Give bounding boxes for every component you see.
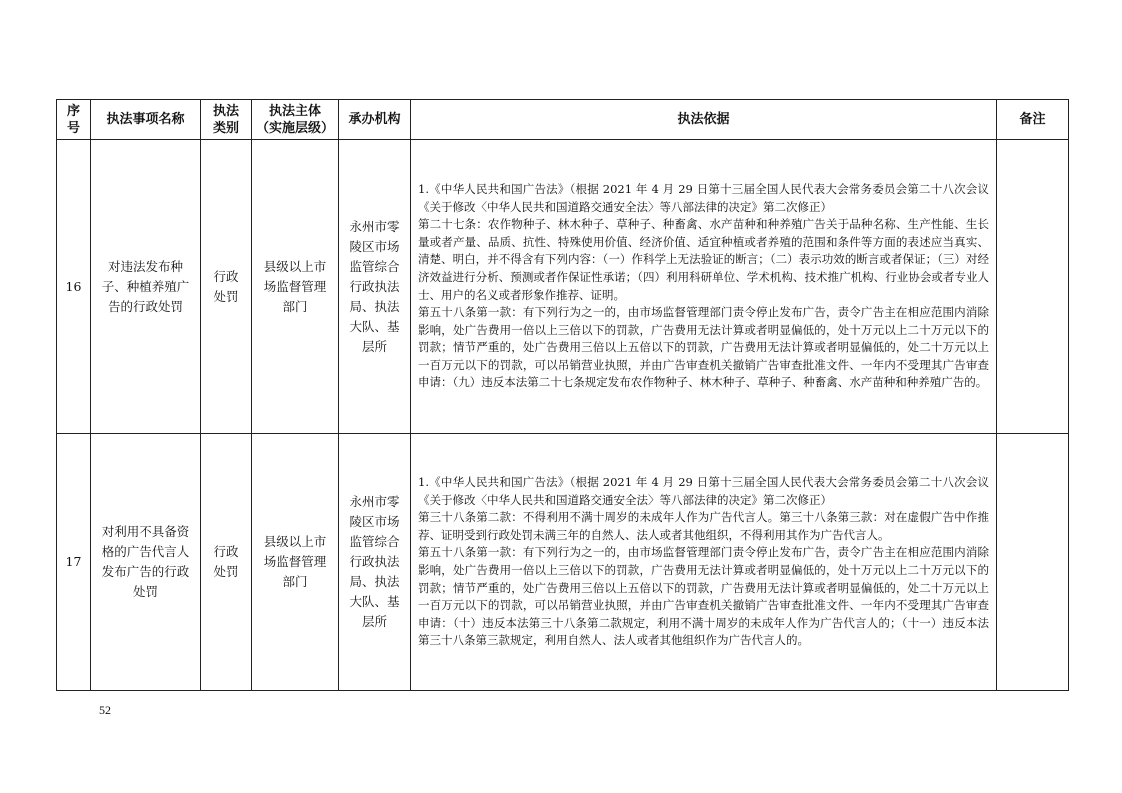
- row-basis: [411, 140, 997, 434]
- row-subject: [252, 140, 339, 434]
- row-category: 行政 处罚: [201, 140, 252, 434]
- header-basis: 执法依据: [411, 100, 997, 140]
- basis-paragraph: 1.《中华人民共和国广告法》（根据 2021 年 4 月 29 日第十三届全国人民代表大会常务委员会第二十八次会议《关于修改〈中华人民共和国道路交通安全法〉等八部法律的决定》第二次修正）: [418, 475, 989, 507]
- row-category: 行政 处罚: [201, 434, 252, 691]
- row-basis: [411, 434, 997, 691]
- row-remarks: [997, 140, 1069, 434]
- basis-paragraph: 第二十七条：农作物种子、林木种子、草种子、种畜禽、水产苗种和种养殖广告关于品种名称、生产性能、生长量或者产量、品质、抗性、特殊使用价值、经济价值、适宜种植或者养殖的范围和条件等方面的表述应当真实、清楚、明白，并不得含有下列内容：（一）作科学上无法验证的断言；（二）表示功效的断言或者保证；（三）对经济效益进行分析、预测或者作保证性承诺；（四）利用科研单位、学术机构、技术推广机构、行业协会或者专业人士、用户的名义或者形象作推荐、证明。: [418, 217, 989, 302]
- table-row: [57, 140, 1069, 434]
- row-item-name: [91, 434, 201, 691]
- basis-paragraph: 第五十八条第一款：有下列行为之一的，由市场监督管理部门责令停止发布广告，责令广告主在相应范围内消除影响，处广告费用一倍以上三倍以下的罚款，广告费用无法计算或者明显偏低的，处十万元以上二十万元以下的罚款；情节严重的，处广告费用三倍以上五倍以下的罚款，广告费用无法计算或者明显偏低的，处二十万元以上一百万元以下的罚款，可以吊销营业执照，并由广告审查机关撤销广告审查批准文件、一年内不受理其广告审查申请：（十）违反本法第三十八条第二款规定，利用不满十周岁的未成年人作为广告代言人的；（十一）违反本法第三十八条第三款规定，利用自然人、法人或者其他组织作为广告代言人的。: [418, 545, 989, 648]
- header-subject: 执法主体 （实施层级）: [252, 100, 339, 140]
- row-subject: [252, 434, 339, 691]
- row-item-name-text: 对利用不具备资格的广告代言人发布广告的行政处罚: [101, 524, 190, 599]
- header-seq: 序 号: [57, 100, 91, 140]
- row-agency: [339, 140, 411, 434]
- row-subject-text: 县级以上市场监督管理部门: [263, 258, 327, 314]
- row-seq: 16: [57, 140, 91, 434]
- row-agency-text: 永州市零陵区市场监管综合行政执法局、执法大队、基层所: [349, 494, 400, 629]
- page-number: 52: [99, 703, 111, 717]
- header-row: [57, 100, 1069, 140]
- row-item-name: [91, 140, 201, 434]
- enforcement-table: [56, 99, 1069, 691]
- row-remarks: [997, 434, 1069, 691]
- header-category: 执法 类别: [201, 100, 252, 140]
- header-item-name: 执法事项名称: [91, 100, 201, 140]
- basis-paragraph: 1.《中华人民共和国广告法》（根据 2021 年 4 月 29 日第十三届全国人民代表大会常务委员会第二十八次会议《关于修改〈中华人民共和国道路交通安全法〉等八部法律的决定》第二次修正）: [418, 181, 989, 214]
- header-remarks: 备注: [997, 100, 1069, 140]
- row-agency-text: 永州市零陵区市场监管综合行政执法局、执法大队、基层所: [349, 218, 400, 354]
- header-agency: 承办机构: [339, 100, 411, 140]
- row-seq: 17: [57, 434, 91, 691]
- table-row: [57, 434, 1069, 691]
- row-item-name-text: 对违法发布种子、种植养殖广告的行政处罚: [101, 258, 190, 314]
- row-subject-text: 县级以上市场监督管理部门: [263, 534, 327, 589]
- basis-paragraph: 第三十八条第二款：不得利用不满十周岁的未成年人作为广告代言人。第三十八条第三款：对在虚假广告中作推荐、证明受到行政处罚未满三年的自然人、法人或者其他组织，不得利用其作为广告代言人。: [418, 510, 989, 542]
- basis-paragraph: 第五十八条第一款：有下列行为之一的，由市场监督管理部门责令停止发布广告，责令广告主在相应范围内消除影响，处广告费用一倍以上三倍以下的罚款，广告费用无法计算或者明显偏低的，处十万元以上二十万元以下的罚款；情节严重的，处广告费用三倍以上五倍以下的罚款，广告费用无法计算或者明显偏低的，处二十万元以上一百万元以下的罚款，可以吊销营业执照，并由广告审查机关撤销广告审查批准文件、一年内不受理其广告审查申请：（九）违反本法第二十七条规定发布农作物种子、林木种子、草种子、种畜禽、水产苗种和种养殖广告的。: [418, 305, 989, 390]
- row-agency: [339, 434, 411, 691]
